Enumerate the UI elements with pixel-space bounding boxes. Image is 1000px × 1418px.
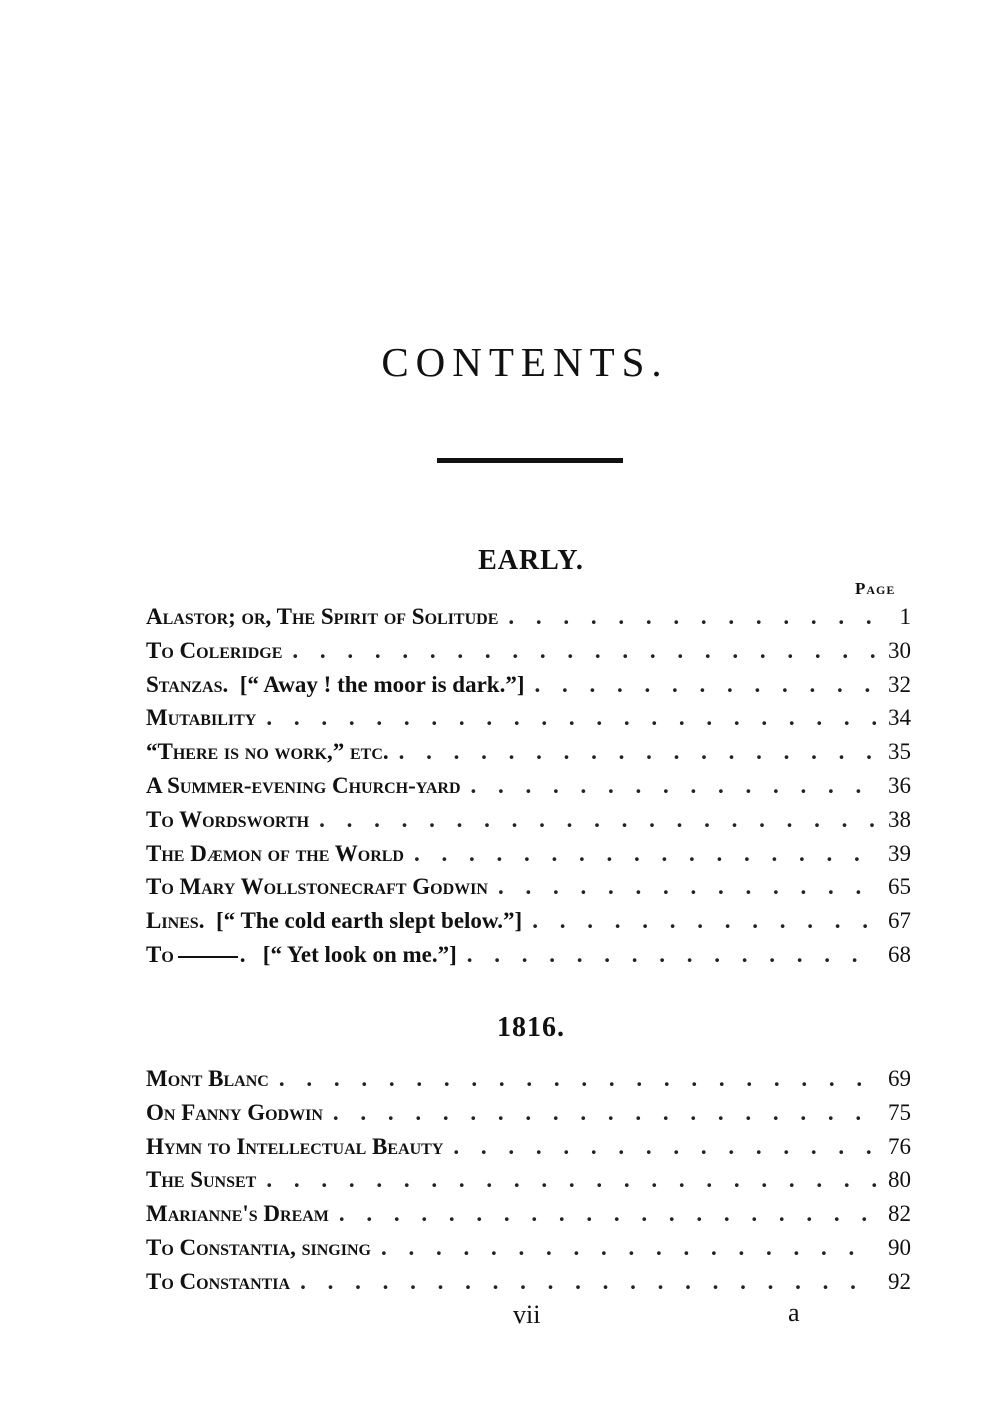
toc-entry[interactable]: [146, 1167, 911, 1201]
toc-entry[interactable]: [146, 705, 911, 739]
dot-leader: [471, 773, 877, 799]
dot-leader: [333, 1100, 877, 1126]
dot-leader: [399, 739, 877, 765]
toc-entry-page: 38: [888, 806, 911, 832]
dot-leader: [414, 841, 877, 867]
dot-leader: [279, 1066, 877, 1092]
toc-entry-title: Mont Blanc: [146, 1066, 269, 1091]
toc-entry-title: To Wordsworth: [146, 806, 310, 832]
toc-entry[interactable]: [146, 1066, 911, 1100]
dot-leader: [266, 705, 877, 731]
toc-list-1816: [146, 1066, 911, 1303]
toc-entry[interactable]: [146, 841, 911, 875]
toc-entry[interactable]: [146, 638, 911, 672]
toc-entry[interactable]: [146, 942, 911, 976]
dot-leader: [534, 672, 877, 698]
toc-entry-title: To Constantia: [146, 1268, 291, 1294]
toc-entry-page: 32: [888, 671, 911, 697]
section-heading-1816: 1816.: [497, 1012, 565, 1043]
toc-list-early: [146, 604, 911, 976]
toc-entry[interactable]: [146, 1100, 911, 1134]
toc-entry-title: “There is no work,” etc.: [146, 739, 389, 765]
signature-mark: a: [788, 1298, 800, 1327]
dot-leader: [498, 874, 877, 900]
toc-entry[interactable]: [146, 908, 911, 942]
toc-entry-page: 80: [888, 1167, 911, 1193]
toc-entry-page: 69: [888, 1066, 911, 1091]
toc-entry-title-text: To: [146, 941, 174, 967]
toc-entry-title-text: Lines.: [146, 908, 205, 934]
dot-leader: [300, 1269, 877, 1295]
toc-entry-title: A Summer-evening Church-yard: [146, 772, 461, 798]
toc-entry[interactable]: [146, 739, 911, 773]
toc-entry-title: Hymn to Intellectual Beauty: [146, 1133, 444, 1159]
dot-leader: [381, 1235, 877, 1261]
toc-entry-page: 92: [888, 1268, 911, 1294]
toc-entry-title: To . [“ Yet look on me.”]: [146, 941, 457, 967]
toc-entry-page: 75: [888, 1099, 911, 1125]
toc-entry[interactable]: [146, 1201, 911, 1235]
toc-entry-page: 90: [888, 1234, 911, 1260]
page-column-label: Page: [855, 579, 896, 598]
page-title: CONTENTS.: [381, 339, 669, 385]
dot-leader: [453, 1134, 877, 1160]
toc-entry[interactable]: [146, 874, 911, 908]
toc-entry-title-text: Stanzas.: [146, 671, 229, 697]
toc-entry-title: To Mary Wollstonecraft Godwin: [146, 874, 488, 900]
toc-entry-page: 65: [888, 874, 911, 900]
toc-entry-page: 36: [888, 772, 911, 798]
toc-entry-title: To Coleridge: [146, 637, 283, 663]
page-folio: vii: [513, 1300, 541, 1329]
toc-entry-title: [146, 672, 524, 698]
toc-entry-title: Marianne's Dream: [146, 1201, 329, 1227]
toc-entry-title: The Dæmon of the World: [146, 840, 404, 866]
toc-entry-page: 68: [888, 941, 911, 967]
toc-entry-title: On Fanny Godwin: [146, 1099, 323, 1125]
dot-leader: [467, 942, 877, 968]
toc-entry-title: To Constantia, singing: [146, 1234, 371, 1260]
dot-leader: [319, 807, 877, 833]
title-rule: [437, 458, 623, 463]
toc-entry-page: 34: [888, 705, 911, 731]
dot-leader: [508, 604, 877, 630]
toc-entry-page: 39: [888, 840, 911, 866]
toc-entry[interactable]: [146, 604, 911, 638]
toc-entry-page: 35: [888, 739, 911, 765]
dot-leader: [292, 638, 877, 664]
toc-entry-page: 1: [899, 604, 911, 629]
toc-entry-title: Mutability: [146, 705, 257, 731]
toc-entry[interactable]: [146, 807, 911, 841]
toc-entry[interactable]: [146, 773, 911, 807]
toc-entry[interactable]: [146, 672, 911, 706]
toc-entry-page: 82: [888, 1201, 911, 1227]
toc-entry-page: 30: [888, 637, 911, 663]
toc-entry-first-line: [“ Yet look on me.”]: [262, 941, 457, 967]
toc-entry-title: Alastor; or, The Spirit of Solitude: [146, 604, 499, 629]
toc-entry[interactable]: [146, 1235, 911, 1269]
dot-leader: [339, 1201, 877, 1227]
toc-entry-first-line: [“ The cold earth slept below.”]: [215, 908, 523, 934]
toc-entry-page: 76: [888, 1133, 911, 1159]
section-heading-early: EARLY.: [478, 545, 584, 576]
toc-entry-first-line: [“ Away ! the moor is dark.”]: [239, 671, 525, 697]
toc-entry-title: [146, 908, 522, 934]
toc-entry[interactable]: [146, 1134, 911, 1168]
toc-entry-title: The Sunset: [146, 1167, 257, 1193]
toc-entry-page: 67: [888, 908, 911, 934]
dot-leader: [532, 908, 877, 934]
blank-dash: [178, 956, 238, 958]
dot-leader: [266, 1167, 877, 1193]
